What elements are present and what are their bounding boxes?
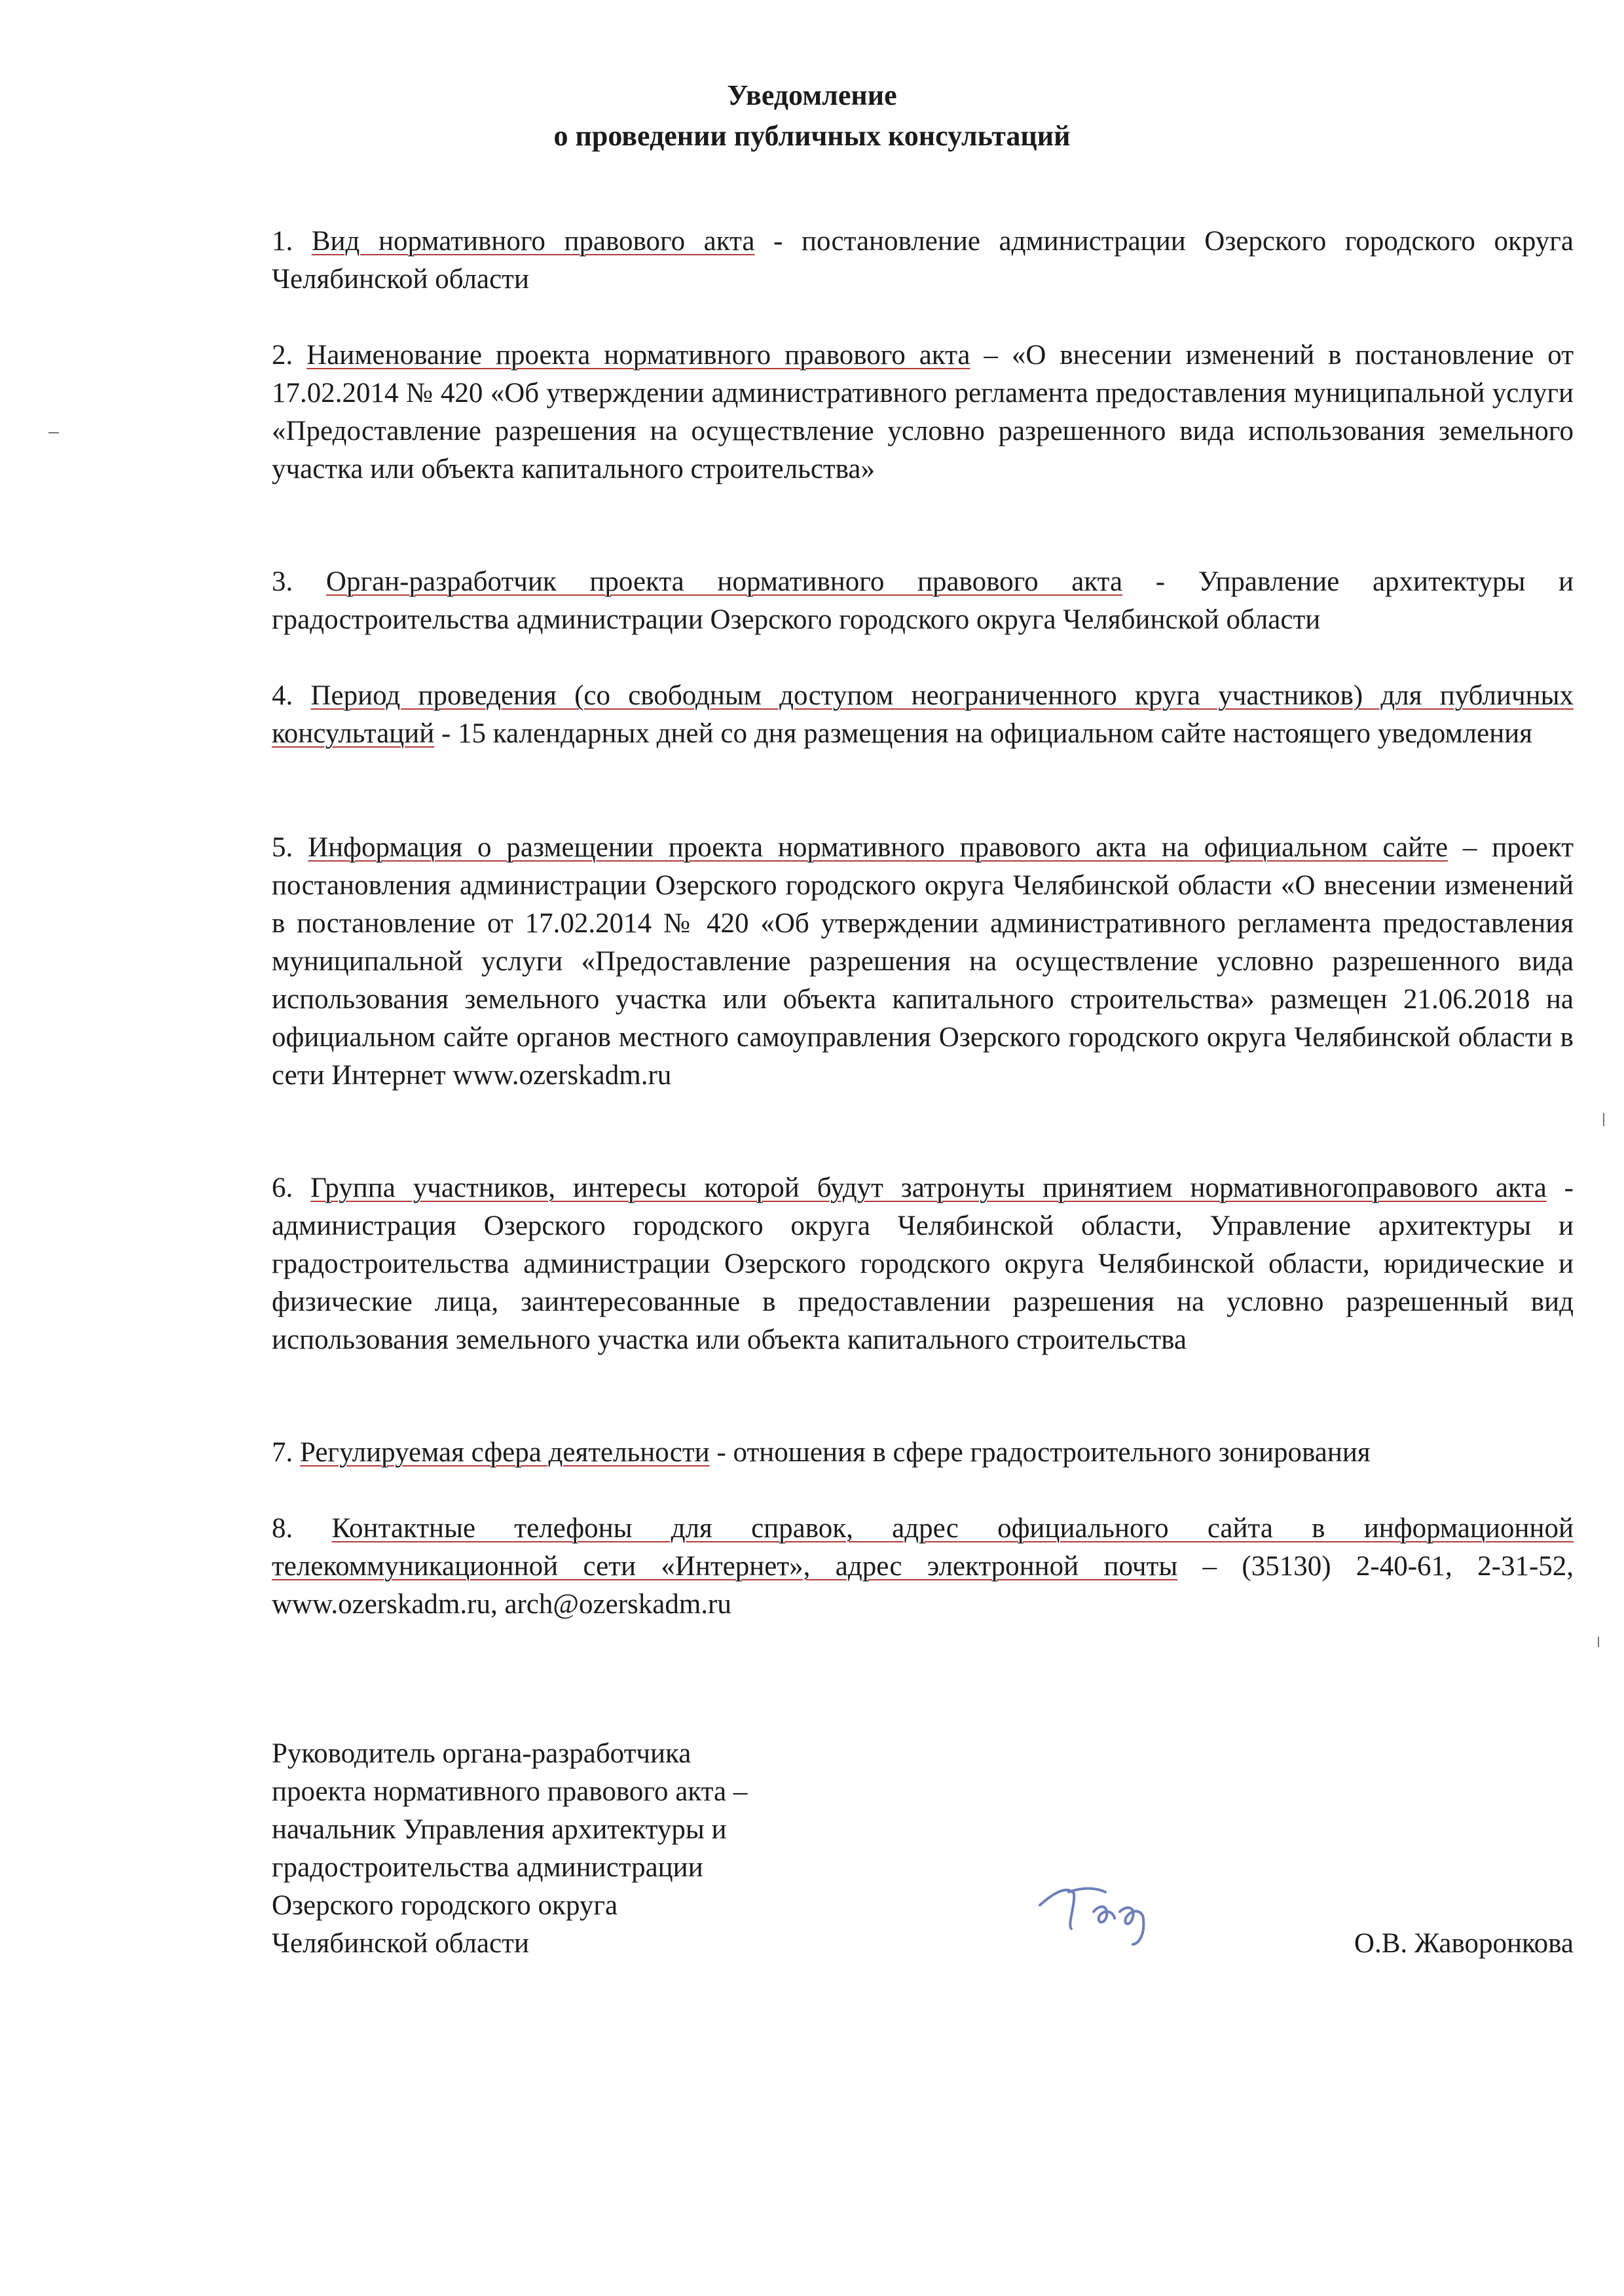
item-text: администрация Озерского городского округа Челябинской области, Управление архитектуры и градостроительства администрации Озерского городского округа Челябинской области, юридические и физические лица, заинтересованные в предоставлении разрешения на условно разрешенный вид использования земельного участка или объекта капитального строительства — [272, 1211, 1574, 1355]
item-label: Период проведения (со свободным доступом неограниченного круга участников) для публичных консультаций — [272, 680, 1574, 749]
item-separator: - — [754, 226, 802, 257]
item-8 — [272, 1510, 1574, 1624]
item-separator: - — [709, 1437, 733, 1468]
scan-mark — [48, 432, 59, 433]
signatory-title-block — [272, 1735, 927, 1963]
signatory-line: начальник Управления архитектуры и — [272, 1814, 727, 1845]
item-number: 3. — [272, 566, 293, 597]
item-separator: - — [434, 718, 458, 749]
item-5 — [272, 829, 1574, 1095]
item-separator: - — [1546, 1173, 1574, 1203]
item-text: «О внесении изменений в постановление от 17.02.2014 № 420 «Об утверждении административного регламента предоставления муниципальной услуги «Предоставление разрешения на осуществление условно разрешенного вида использования земельного участка или объекта капитального строительства» — [272, 340, 1574, 484]
scan-mark — [1603, 1113, 1604, 1126]
item-label: Контактные телефоны для справок, адрес официального сайта в информационной телекоммуникационной сети «Интернет», адрес электронной почты — [272, 1513, 1574, 1582]
item-2 — [272, 337, 1574, 488]
item-text: постановление администрации Озерского городского округа Челябинской области — [272, 226, 1574, 295]
item-label: Орган-разработчик проекта нормативного правового акта — [325, 566, 1123, 597]
scan-mark — [1598, 1637, 1599, 1647]
item-label: Информация о размещении проекта нормативного правового акта на официальном сайте — [308, 832, 1449, 863]
item-text: Управление архитектуры и градостроительства администрации Озерского городского округа Челябинской области — [272, 566, 1574, 635]
item-text: 15 календарных дней со дня размещения на официальном сайте настоящего уведомления — [458, 718, 1532, 749]
signatory-line: Челябинской области — [272, 1928, 529, 1959]
document-title: Уведомление — [727, 79, 897, 111]
item-separator: – — [1177, 1551, 1242, 1582]
item-1 — [272, 223, 1574, 299]
item-number: 1. — [272, 226, 293, 257]
signatory-name: О.В. Жаворонкова — [1354, 1928, 1574, 1959]
item-separator: - — [1122, 566, 1198, 597]
item-label: Группа участников, интересы которой будут затронуты принятием нормативногоправового акта — [310, 1173, 1547, 1203]
document-subtitle: о проведении публичных консультаций — [553, 120, 1071, 152]
item-label: Наименование проекта нормативного правового акта — [306, 340, 970, 371]
item-separator: – — [1448, 832, 1492, 863]
item-6 — [272, 1169, 1574, 1359]
signatory-line: проекта нормативного правового акта – — [272, 1776, 748, 1807]
item-number: 7. — [272, 1437, 293, 1468]
item-text: (35130) 2-40-61, 2-31-52, www.ozerskadm.ru, arch@ozerskadm.ru — [272, 1551, 1574, 1620]
signatory-line: градостроительства администрации — [272, 1852, 703, 1883]
item-number: 4. — [272, 680, 293, 711]
item-text: проект постановления администрации Озерского городского округа Челябинской области «О внесении изменений в постановление от 17.02.2014 № 420 «Об утверждении административного регламента предоставления муниципальной услуги «Предоставление разрешения на осуществление условно разрешенного вида использования земельного участка или объекта капитального строительства» размещен 21.06.2018 на официальном сайте органов местного самоуправления Озерского городского округа Челябинской области в сети Интернет www.ozerskadm.ru — [272, 832, 1574, 1091]
item-number: 8. — [272, 1513, 293, 1544]
item-separator: – — [970, 340, 1012, 371]
item-number: 6. — [272, 1173, 293, 1203]
signatory-line: Руководитель органа-разработчика — [272, 1738, 692, 1769]
item-text: отношения в сфере градостроительного зонирования — [733, 1437, 1371, 1468]
item-number: 2. — [272, 340, 293, 371]
handwritten-signature — [1028, 1866, 1198, 1951]
item-4 — [272, 677, 1574, 753]
item-label: Регулируемая сфера деятельности — [300, 1437, 710, 1468]
item-3 — [272, 563, 1574, 639]
item-label: Вид нормативного правового акта — [311, 226, 755, 257]
signatory-line: Озерского городского округа — [272, 1890, 618, 1921]
item-number: 5. — [272, 832, 293, 863]
item-7 — [272, 1434, 1574, 1472]
